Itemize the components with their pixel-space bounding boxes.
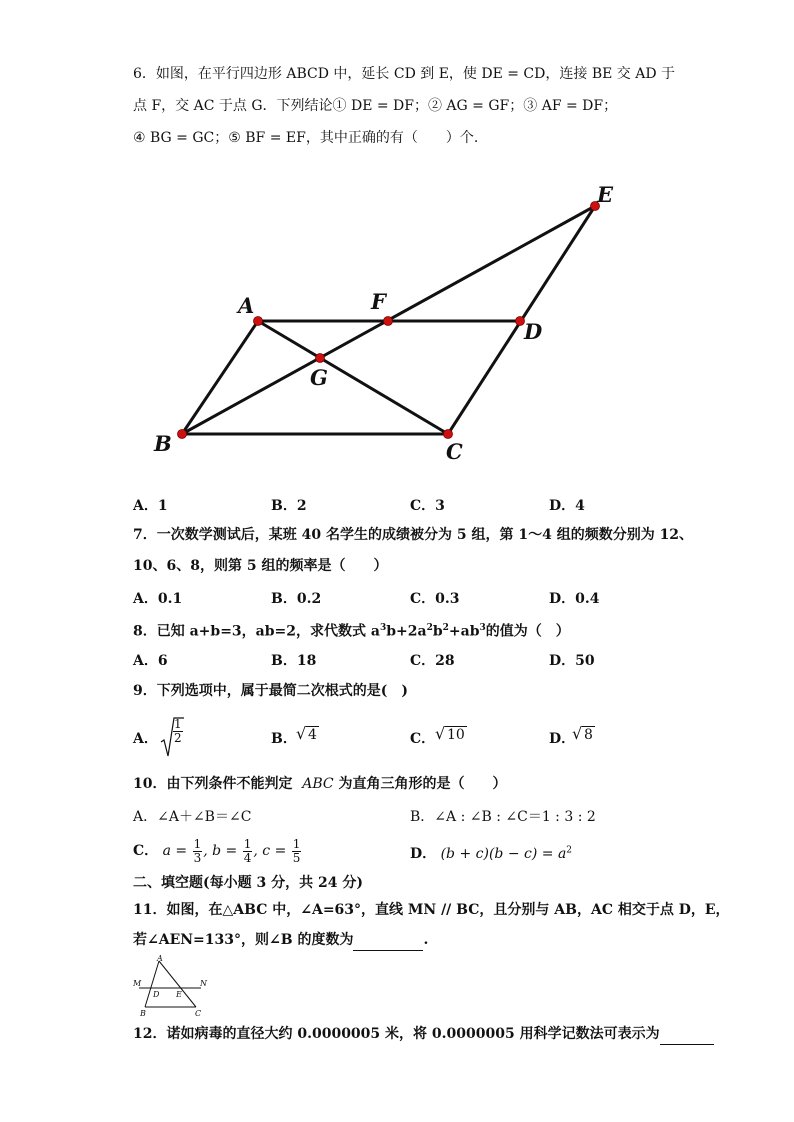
q12-stem: 12．诺如病毒的直径大约 0.0000005 米，将 0.0000005 用科学记数法可表示为 — [133, 1024, 714, 1045]
q9-option-d-label: D． — [549, 731, 576, 747]
q9-stem: 9．下列选项中，属于最简二次根式的是( ) — [133, 683, 408, 699]
fig11-label-N: N — [200, 979, 207, 988]
q6-stem-line1: 6．如图，在平行四边形 ABCD 中，延长 CD 到 E，使 DE = CD，连接 BE 交 AD 于 — [133, 66, 676, 82]
triangle-mn-figure — [133, 955, 208, 1017]
q8-option-d: D．50 — [549, 653, 595, 669]
q10-option-a: A．∠A＋∠B＝∠C — [133, 809, 252, 825]
q7-stem-line2: 10、6、8，则第 5 组的频率是（ ） — [133, 558, 388, 574]
point-B — [178, 430, 187, 439]
q6-option-a: A．1 — [133, 498, 168, 514]
fig11-label-D: D — [153, 990, 160, 999]
segment-AB — [182, 321, 258, 434]
q9-option-d-math: √ 8 — [572, 724, 593, 743]
q6-option-d: D．4 — [549, 498, 585, 514]
fig11-label-A: A — [157, 955, 163, 963]
q6-option-c: C．3 — [410, 498, 445, 514]
label-D: D — [524, 319, 543, 344]
q9-option-b-label: B． — [271, 731, 297, 747]
section-2-heading: 二、填空题(每小题 3 分，共 24 分) — [133, 875, 363, 891]
q7-option-a: A．0.1 — [133, 591, 183, 607]
fig11-label-M: M — [133, 979, 142, 988]
label-E: E — [597, 182, 614, 207]
q9-option-c-label: C． — [410, 731, 436, 747]
fig11-label-E: E — [176, 990, 182, 999]
q6-stem-line2: 点 F，交 AC 于点 G．下列结论① DE = DF；② AG = GF；③ AF = DF； — [133, 98, 618, 114]
fig11-label-B: B — [140, 1009, 146, 1017]
q8-option-a: A．6 — [133, 653, 168, 669]
q11-stem-line1: 11．如图，在△ABC 中，∠A=63°，直线 MN // BC，且分别与 AB，AC 相交于点 D，E， — [133, 902, 730, 918]
q11-stem-line2: 若∠AEN=133°，则∠B 的度数为 . — [133, 930, 428, 951]
q8-option-c: C．28 — [410, 653, 455, 669]
q7-stem-line1: 7．一次数学测试后，某班 40 名学生的成绩被分为 5 组，第 1～4 组的频数分别为 12、 — [133, 527, 694, 543]
q6-stem-line3: ④ BG = GC；⑤ BF = EF，其中正确的有（ ）个. — [133, 130, 479, 146]
point-C — [444, 430, 453, 439]
q10-option-b: B．∠A : ∠B : ∠C＝1 : 3 : 2 — [410, 809, 596, 825]
point-G — [316, 354, 325, 363]
label-G: G — [310, 365, 328, 390]
q8-option-b: B．18 — [271, 653, 317, 669]
point-A — [254, 317, 263, 326]
q7-option-d: D．0.4 — [549, 591, 600, 607]
point-F — [384, 317, 393, 326]
parallelogram-figure — [140, 175, 630, 470]
label-A: A — [238, 293, 255, 318]
q7-option-c: C．0.3 — [410, 591, 460, 607]
fig11-label-C: C — [195, 1009, 202, 1017]
label-F: F — [371, 289, 386, 314]
q9-option-a-label: A． — [133, 731, 158, 747]
q7-option-b: B．0.2 — [271, 591, 322, 607]
q10-option-d: D． $(b + c)(b - c) = a^2$ — [410, 845, 573, 862]
q8-stem: 8．已知 a+b=3，ab=2，求代数式 $a^3b+2a^2b^2+ab^3$的值为（ ） — [133, 623, 570, 640]
q9-option-c-math: √ 10 — [435, 724, 465, 743]
label-C: C — [446, 439, 463, 464]
q6-option-b: B．2 — [271, 498, 307, 514]
q10-option-c: C． a = $\frac{1}{3}$ , b = $\frac{1}{4}$ , c = $\frac{1}{5}$ — [133, 836, 301, 865]
label-B: B — [154, 431, 172, 456]
q9-option-b-math: √ 4 — [296, 724, 317, 743]
q10-stem: 10．由下列条件不能判定 ABC 为直角三角形的是（ ） — [133, 776, 507, 792]
